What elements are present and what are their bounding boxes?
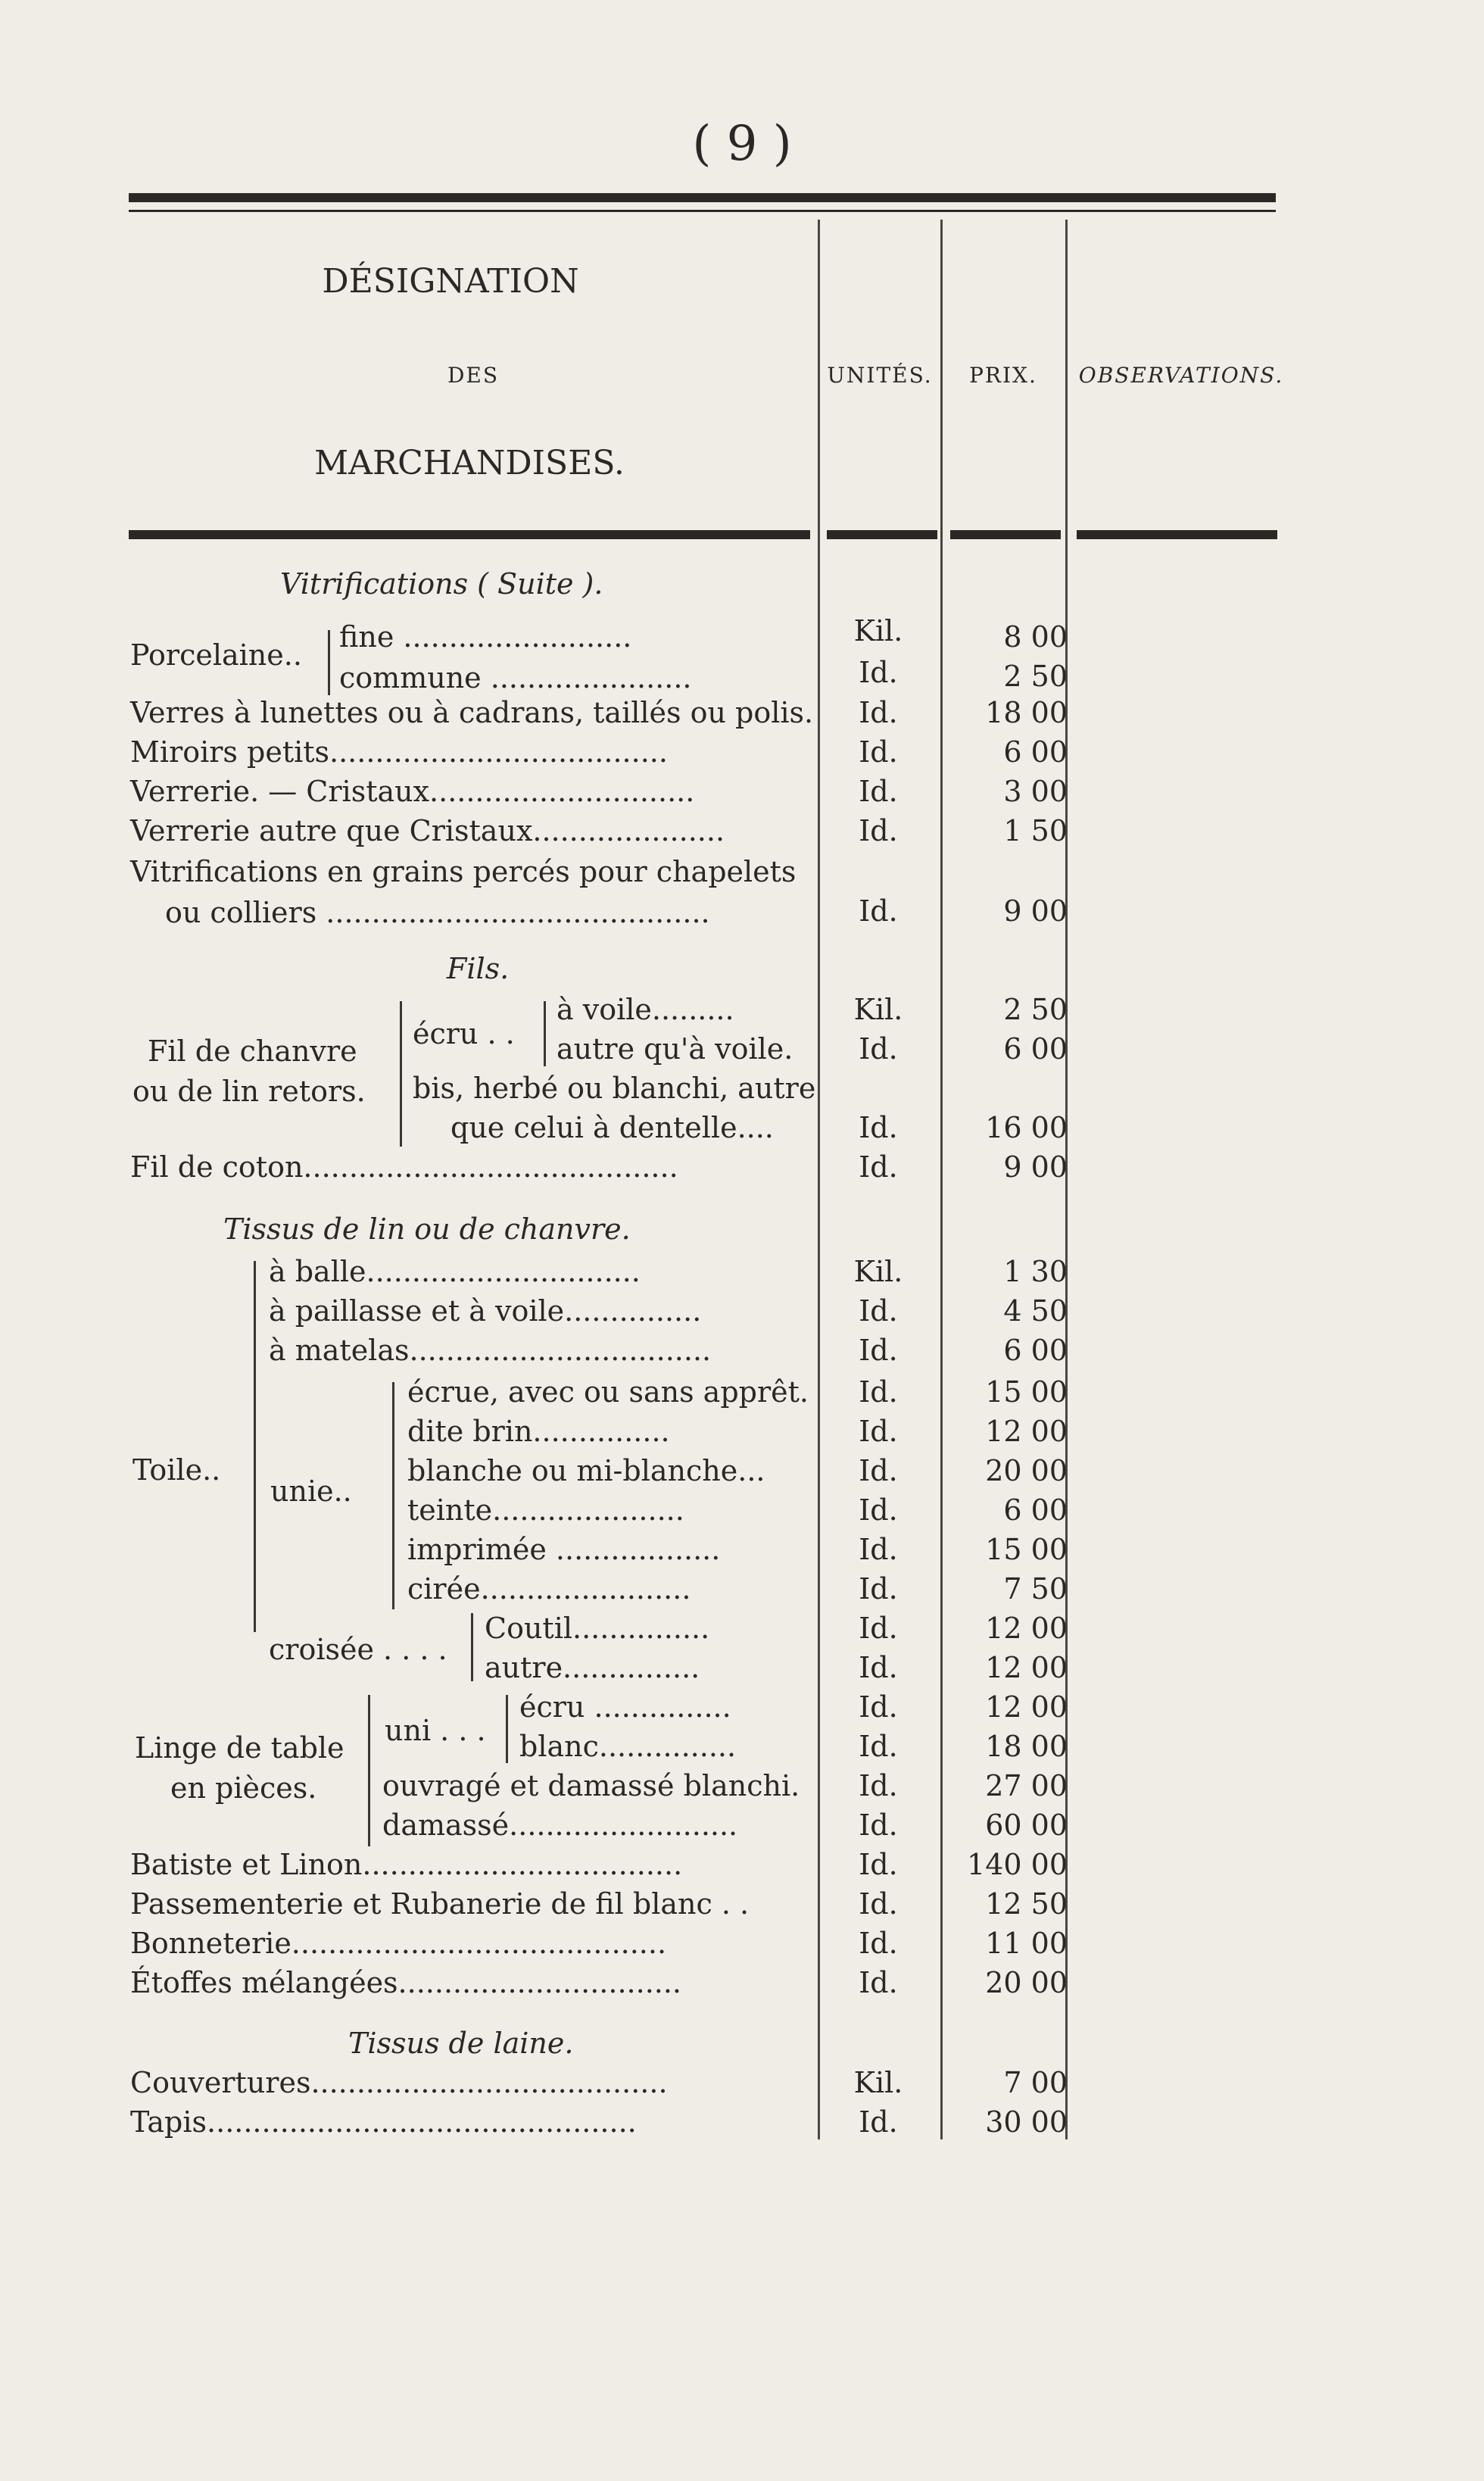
row-fil-autre-price: 6 00 <box>1003 1032 1068 1066</box>
row-linge-ouvrage-text: ouvragé et damassé blanchi. <box>382 1769 800 1802</box>
row-toile-teinte-price: 6 00 <box>1003 1493 1068 1527</box>
section-tissus-laine: Tissus de laine. <box>348 2027 574 2060</box>
row-toile-imprimee-unit: Id. <box>859 1533 898 1566</box>
row-croisee-coutil-price: 12 00 <box>985 1612 1068 1645</box>
row-toile-matelas-text: à matelas................................. <box>269 1334 712 1367</box>
row-linge-ecru-unit: Id. <box>859 1690 898 1724</box>
row-verrerie-autre-unit: Id. <box>859 814 898 847</box>
header-observations: OBSERVATIONS. <box>1078 363 1284 388</box>
row-etoffes-price: 20 00 <box>985 1966 1068 1999</box>
row-linge-damasse-text: damassé......................... <box>382 1808 738 1842</box>
header-rule-units <box>827 530 937 539</box>
row-toile-ciree-text: cirée....................... <box>407 1572 691 1606</box>
row-croisee-autre-price: 12 00 <box>985 1651 1068 1684</box>
row-fil-dentelle-text: que celui à dentelle.... <box>450 1111 774 1144</box>
row-batiste-price: 140 00 <box>967 1848 1068 1881</box>
row-croisee-coutil-unit: Id. <box>859 1612 898 1645</box>
row-croisee-autre-text: autre............... <box>485 1651 700 1684</box>
row-toile-imprimee-text: imprimée .................. <box>407 1533 721 1566</box>
brace-porcelaine <box>328 630 330 695</box>
row-miroirs-unit: Id. <box>859 735 898 769</box>
row-toile-matelas-unit: Id. <box>859 1334 898 1367</box>
row-toile-balle-unit: Kil. <box>853 1255 903 1288</box>
brace-uni <box>506 1695 508 1763</box>
label-croisee: croisée . . . . <box>269 1633 447 1666</box>
row-etoffes-text: Étoffes mélangées............................... <box>130 1966 682 1999</box>
row-toile-ciree-price: 7 50 <box>1003 1572 1068 1606</box>
row-colliers-price: 9 00 <box>1003 894 1068 928</box>
row-toile-teinte-text: teinte..................... <box>407 1493 684 1527</box>
section-fils: Fils. <box>447 952 510 985</box>
top-rule-thin <box>129 210 1276 212</box>
row-verres-price: 18 00 <box>985 696 1068 729</box>
row-commune-text: commune ...................... <box>339 661 692 694</box>
section-vitrifications: Vitrifications ( Suite ). <box>280 567 603 601</box>
row-toile-ecrue-text: écrue, avec ou sans apprêt. <box>407 1375 809 1409</box>
row-miroirs-price: 6 00 <box>1003 735 1068 769</box>
section-tissus-lin: Tissus de lin ou de chanvre. <box>223 1212 631 1246</box>
row-fine-price: 8 00 <box>1003 620 1068 654</box>
row-toile-teinte-unit: Id. <box>859 1493 898 1527</box>
header-rule-obs <box>1077 530 1277 539</box>
row-toile-matelas-price: 6 00 <box>1003 1334 1068 1367</box>
row-verrerie-cristaux-price: 3 00 <box>1003 775 1068 808</box>
row-verrerie-autre-text: Verrerie autre que Cristaux..................... <box>130 814 725 847</box>
header-rule-price <box>950 530 1061 539</box>
header-designation: DÉSIGNATION <box>322 262 579 301</box>
row-verrerie-autre-price: 1 50 <box>1003 814 1068 847</box>
row-linge-damasse-unit: Id. <box>859 1808 898 1842</box>
row-verrerie-cristaux-unit: Id. <box>859 775 898 808</box>
row-linge-ouvrage-unit: Id. <box>859 1769 898 1802</box>
label-unie: unie.. <box>270 1475 352 1508</box>
label-toile: Toile.. <box>132 1453 221 1487</box>
header-price: PRIX. <box>969 363 1037 388</box>
column-divider-1 <box>818 220 820 2139</box>
row-verrerie-cristaux-text: Verrerie. — Cristaux............................. <box>130 775 695 808</box>
row-toile-balle-text: à balle.............................. <box>269 1255 641 1288</box>
brace-ecru <box>544 1001 546 1066</box>
row-fil-dentelle-price: 16 00 <box>985 1111 1068 1144</box>
row-verres-text: Verres à lunettes ou à cadrans, taillés ou polis. <box>130 696 814 729</box>
row-etoffes-unit: Id. <box>859 1966 898 1999</box>
row-bonneterie-price: 11 00 <box>985 1927 1068 1960</box>
row-couvertures-unit: Kil. <box>853 2066 903 2099</box>
row-fil-coton-unit: Id. <box>859 1150 898 1184</box>
row-fil-autre-unit: Id. <box>859 1032 898 1066</box>
row-fine-unit: Kil. <box>853 614 903 648</box>
row-miroirs-text: Miroirs petits..................................... <box>130 735 668 769</box>
label-linge-1: Linge de table <box>135 1731 344 1765</box>
row-toile-paillasse-price: 4 50 <box>1003 1294 1068 1328</box>
header-units: UNITÉS. <box>827 363 933 388</box>
row-croisee-autre-unit: Id. <box>859 1651 898 1684</box>
row-croisee-coutil-text: Coutil............... <box>485 1612 710 1645</box>
label-fil-chanvre-2: ou de lin retors. <box>132 1075 366 1108</box>
row-toile-blanche-text: blanche ou mi-blanche... <box>407 1454 765 1487</box>
label-fil-chanvre-1: Fil de chanvre <box>148 1035 357 1068</box>
brace-toile <box>254 1261 256 1632</box>
row-tapis-price: 30 00 <box>985 2105 1068 2139</box>
row-toile-ecrue-unit: Id. <box>859 1375 898 1409</box>
row-fil-coton-price: 9 00 <box>1003 1150 1068 1184</box>
top-rule-thick <box>129 193 1276 202</box>
row-fil-voile-text: à voile......... <box>556 993 734 1026</box>
row-commune-unit: Id. <box>859 656 898 689</box>
header-rule-designation <box>129 530 810 539</box>
row-toile-paillasse-text: à paillasse et à voile............... <box>269 1294 702 1328</box>
row-toile-ecrue-price: 15 00 <box>985 1375 1068 1409</box>
label-uni: uni . . . <box>385 1714 486 1747</box>
row-batiste-text: Batiste et Linon................................... <box>130 1848 683 1881</box>
header-des: DES <box>447 363 500 388</box>
row-linge-ecru-price: 12 00 <box>985 1690 1068 1724</box>
row-batiste-unit: Id. <box>859 1848 898 1881</box>
row-fil-voile-unit: Kil. <box>853 993 903 1026</box>
row-colliers-unit: Id. <box>859 894 898 928</box>
row-linge-blanc-text: blanc............... <box>519 1730 737 1763</box>
row-fil-dentelle-unit: Id. <box>859 1111 898 1144</box>
row-linge-ecru-text: écru ............... <box>519 1690 731 1724</box>
row-passementerie-text: Passementerie et Rubanerie de fil blanc . . <box>130 1887 750 1921</box>
row-bonneterie-text: Bonneterie......................................... <box>130 1927 667 1960</box>
row-verres-unit: Id. <box>859 696 898 729</box>
row-fil-voile-price: 2 50 <box>1003 993 1068 1026</box>
row-commune-price: 2 50 <box>1003 660 1068 693</box>
row-fil-autre-text: autre qu'à voile. <box>556 1032 793 1066</box>
row-toile-blanche-unit: Id. <box>859 1454 898 1487</box>
header-marchandises: MARCHANDISES. <box>314 444 625 482</box>
row-linge-damasse-price: 60 00 <box>985 1808 1068 1842</box>
row-bonneterie-unit: Id. <box>859 1927 898 1960</box>
brace-fil-outer <box>400 1001 402 1147</box>
brace-croisee <box>471 1613 473 1681</box>
row-colliers-text: ou colliers .......................................... <box>165 896 710 929</box>
label-ecru: écru . . <box>413 1017 515 1050</box>
row-toile-paillasse-unit: Id. <box>859 1294 898 1328</box>
row-tapis-text: Tapis............................................... <box>130 2105 637 2139</box>
row-linge-ouvrage-price: 27 00 <box>985 1769 1068 1802</box>
label-porcelaine: Porcelaine.. <box>130 638 302 672</box>
row-toile-brin-price: 12 00 <box>985 1415 1068 1448</box>
row-toile-blanche-price: 20 00 <box>985 1454 1068 1487</box>
row-couvertures-price: 7 00 <box>1003 2066 1068 2099</box>
row-passementerie-unit: Id. <box>859 1887 898 1921</box>
brace-unie <box>392 1382 394 1609</box>
row-vitrifications-grains-text: Vitrifications en grains percés pour chapelets <box>130 855 797 888</box>
row-fil-coton-text: Fil de coton......................................... <box>130 1150 678 1184</box>
row-toile-brin-text: dite brin............... <box>407 1415 670 1448</box>
row-toile-brin-unit: Id. <box>859 1415 898 1448</box>
row-tapis-unit: Id. <box>859 2105 898 2139</box>
row-toile-imprimee-price: 15 00 <box>985 1533 1068 1566</box>
row-linge-blanc-price: 18 00 <box>985 1730 1068 1763</box>
page-number: ( 9 ) <box>692 116 792 172</box>
row-couvertures-text: Couvertures....................................... <box>130 2066 668 2099</box>
brace-linge <box>368 1695 370 1846</box>
row-fil-bis-text: bis, herbé ou blanchi, autre <box>413 1072 816 1105</box>
column-divider-2 <box>940 220 943 2139</box>
row-fine-text: fine ......................... <box>339 620 632 654</box>
row-linge-blanc-unit: Id. <box>859 1730 898 1763</box>
label-linge-2: en pièces. <box>170 1771 317 1805</box>
row-passementerie-price: 12 50 <box>985 1887 1068 1921</box>
row-toile-ciree-unit: Id. <box>859 1572 898 1606</box>
row-toile-balle-price: 1 30 <box>1003 1255 1068 1288</box>
